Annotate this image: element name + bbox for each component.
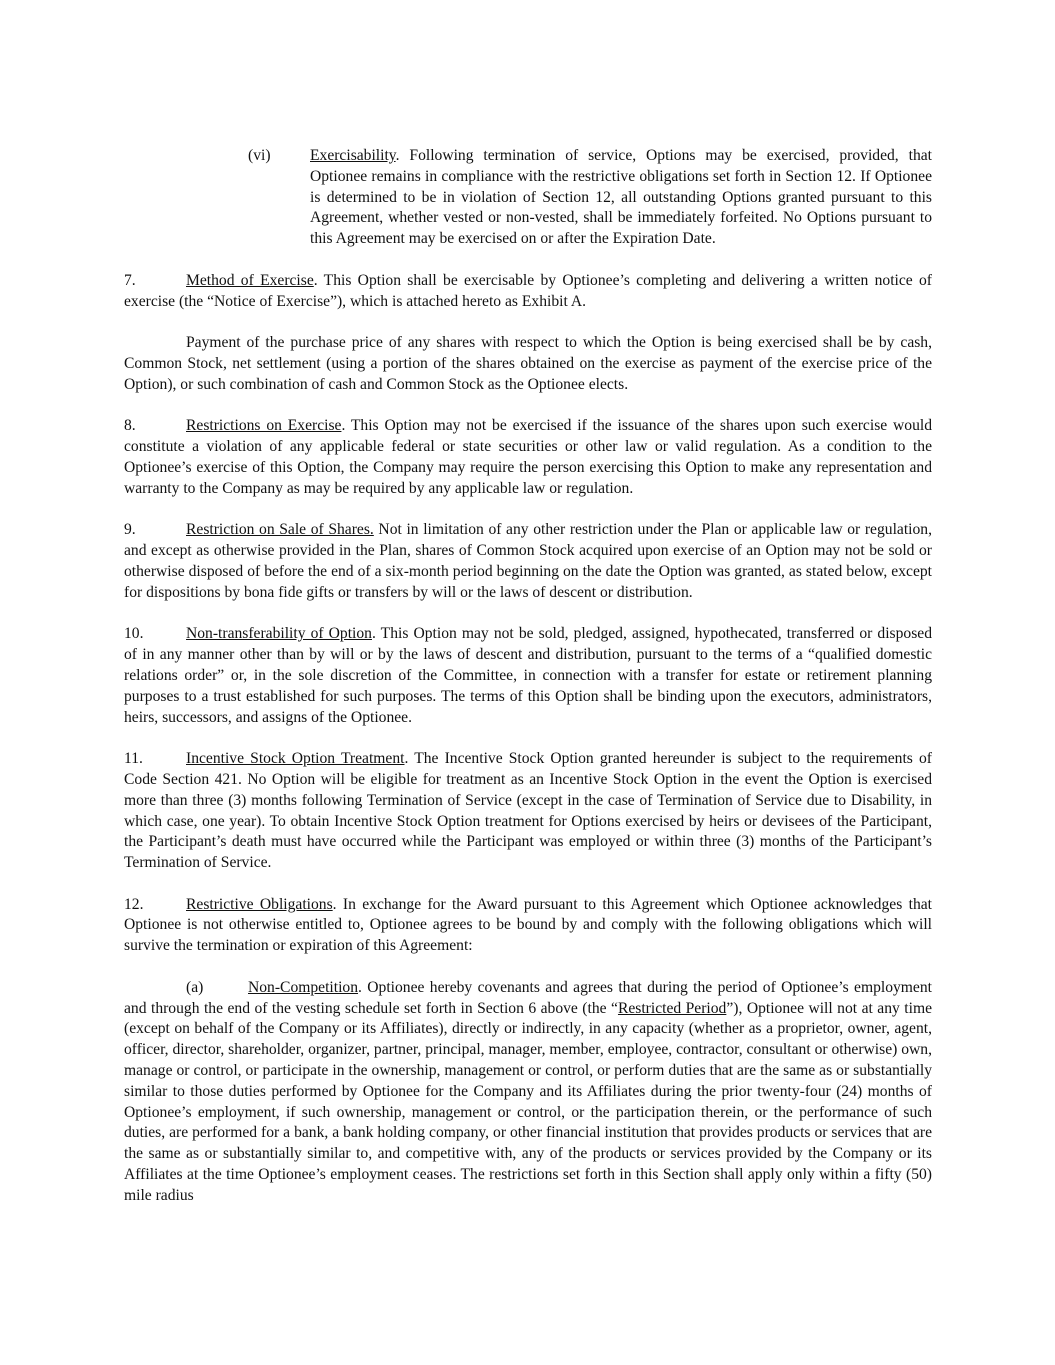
section-9-heading: Restriction on Sale of Shares. [186, 521, 374, 539]
section-7-number: 7. [124, 271, 136, 289]
section-11-heading: Incentive Stock Option Treatment [186, 750, 405, 768]
section-10 [124, 624, 932, 728]
section-12-number: 12. [124, 895, 144, 913]
section-8-text: . This Option may not be exercised if the issuance of the shares upon such exercise would constitute a violation of any applicable federal or state securities or other law or valid regulation. As a condition to the Optionee’s exercise of this Option, the Company may require the person exercising this Option to make any representation and warranty to the Company as may be required by any applicable law or regulation. [124, 417, 932, 497]
section-9-number: 9. [124, 521, 136, 539]
item-vi-text: . Following termination of service, Options may be exercised, provided, that Optionee remains in compliance with the restrictive obligations set forth in Section 12. If Optionee is determined to be in violation of Section 12, all outstanding Options granted pursuant to this Agreement, whether vested or non-vested, shall be immediately forfeited. No Options pursuant to this Agreement may be exercised on or after the Expiration Date. [310, 147, 932, 248]
section-7-heading: Method of Exercise [186, 271, 314, 289]
section-12 [124, 895, 932, 957]
section-11-text: . The Incentive Stock Option granted hereunder is subject to the requirements of Code Section 421. No Option will be eligible for treatment as an Incentive Stock Option in the event the Option is exercised more than three (3) months following Termination of Service (except in the case of Termination of Service due to Disability, in which case, one year). To obtain Incentive Stock Option treatment for Options exercised by heirs or devisees of the Participant, the Participant’s death must have occurred while the Participant was employed or within three (3) months of the Participant’s Termination of Service. [124, 750, 932, 872]
section-8-number: 8. [124, 417, 136, 435]
section-7 [124, 271, 932, 313]
section-10-number: 10. [124, 625, 144, 643]
section-7-text: . This Option shall be exercisable by Optionee’s completing and delivering a written notice of exercise (the “Notice of Exercise”), which is attached hereto as Exhibit A. [124, 271, 932, 310]
item-a-defined-term: Restricted Period [617, 999, 727, 1017]
section-9 [124, 520, 932, 603]
item-a-heading: Non-Competition [248, 978, 359, 996]
section-8 [124, 416, 932, 499]
item-a-text-after: ”), Optionee will not at any time (except on behalf of the Company or its Affiliates), directly or indirectly, in any capacity (whether as a proprietor, owner, agent, officer, director, shareholder, organizer, partner, principal, manager, member, employee, contractor, consultant or otherwise) own, manage or control, or participate in the ownership, management or control, or perform duties that are the same as or substantially similar to those duties performed by Optionee for the Company and its Affiliates during the prior twenty-four (24) months of Optionee’s employment, if such ownership, management or control, or the participation therein, or the performance of such duties, are performed for a bank, a bank holding company, or other financial institution that provides products or services that are the same as or substantially similar to, and competitive with, any of the products or services provided by the Company or its Affiliates at the time Optionee’s employment ceases. The restrictions set forth in this Section shall apply only within a fifty (50) mile radius [124, 999, 932, 1204]
item-vi [248, 146, 932, 250]
section-11-number: 11. [124, 750, 143, 768]
section-10-heading: Non-transferability of Option [186, 625, 372, 643]
item-a-text-before: . Optionee hereby covenants and agrees that during the period of Optionee’s employment and through the end of the vesting schedule set forth in Section 6 above (the “ [124, 978, 932, 1017]
payment-paragraph: Payment of the purchase price of any shares with respect to which the Option is being exercised shall be by cash, Common Stock, net settlement (using a portion of the shares obtained on the exercise as payment of the exercise price of the Option), or such combination of cash and Common Stock as the Optionee elects. [124, 334, 932, 393]
document-page [124, 146, 932, 1227]
item-vi-number: (vi) [248, 147, 271, 164]
section-12-text: . In exchange for the Award pursuant to this Agreement which Optionee acknowledges that Optionee is not otherwise entitled to, Optionee agrees to be bound by and comply with the following obligations which will survive the termination or expiration of this Agreement: [124, 895, 932, 955]
section-9-text: Not in limitation of any other restriction under the Plan or applicable law or regulation, and except as otherwise provided in the Plan, shares of Common Stock acquired upon exercise of an Option may not be sold or otherwise disposed of before the end of a six-month period beginning on the date the Option was granted, as stated below, except for dispositions by bona fide gifts or transfers by will or the laws of descent or distribution. [124, 521, 932, 601]
section-10-text: . This Option may not be sold, pledged, assigned, hypothecated, transferred or disposed of in any manner other than by will or by the laws of descent and distribution, pursuant to the terms of a “qualified domestic relations order” or, in the sole discretion of the Committee, in connection with a transfer for estate or retirement planning purposes to a trust established for such purposes. The terms of this Option shall be binding upon the executors, administrators, heirs, successors, and assigns of the Optionee. [124, 625, 932, 726]
item-a-number: (a) [186, 978, 204, 996]
section-8-heading: Restrictions on Exercise [186, 417, 342, 435]
section-12-heading: Restrictive Obligations [186, 895, 333, 913]
section-11 [124, 749, 932, 874]
item-vi-heading: Exercisability [310, 147, 396, 164]
item-a [124, 978, 932, 1207]
